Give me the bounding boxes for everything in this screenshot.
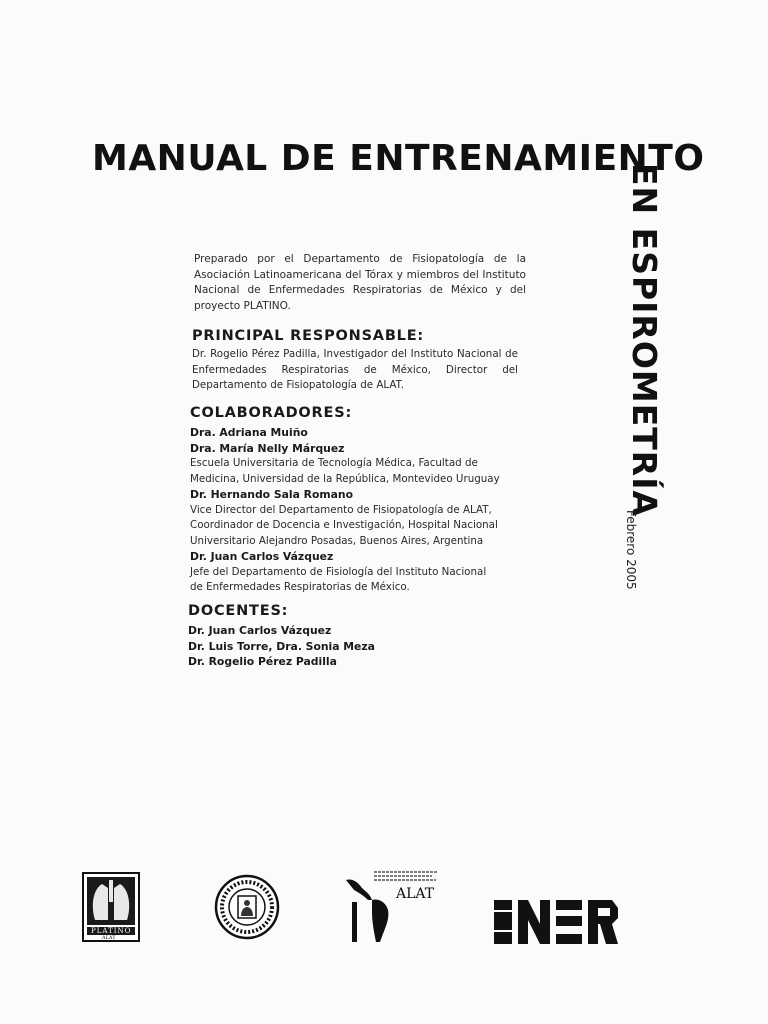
collaborator-affiliation: Escuela Universitaria de Tecnología Médica, Facultad de xyxy=(190,457,478,469)
intro-paragraph: Preparado por el Departamento de Fisiopatología de la Asociación Latinoamericana del Tórax y miembros del Instituto Nacional de Enfermedades Respiratorias de México y del proyecto PLATINO. xyxy=(194,253,526,312)
docente-name: Dr. Juan Carlos Vázquez xyxy=(188,624,332,637)
collaborator-name: Dra. María Nelly Márquez xyxy=(190,441,345,455)
iner-logo xyxy=(492,896,620,948)
collaborator-name: Dra. Adriana Muiño xyxy=(190,426,308,439)
platino-logo-text: PLATINO xyxy=(91,927,132,935)
alat-logo-text: ALAT xyxy=(396,886,435,902)
seal-icon xyxy=(214,872,280,942)
docente-name: Dr. Rogelio Pérez Padilla xyxy=(188,655,337,668)
collaborator-affiliation: Coordinador de Docencia e Investigación, Hospital Nacional xyxy=(190,519,498,531)
principal-heading: PRINCIPAL RESPONSABLE: xyxy=(192,328,425,344)
iner-wordmark-icon xyxy=(492,896,620,948)
platino-logo xyxy=(82,872,140,942)
collaborator-name: Dr. Hernando Sala Romano xyxy=(190,488,354,501)
docente-name: Dr. Luis Torre, Dra. Sonia Meza xyxy=(188,639,375,653)
platino-logo-subtext: ALAT xyxy=(102,935,116,941)
principal-text: Dr. Rogelio Pérez Padilla, Investigador del Instituto Nacional de Enfermedades Respiratorias de México, Director del Departamento de Fisiopatología de ALAT. xyxy=(192,348,518,391)
docentes-heading: DOCENTES: xyxy=(188,603,289,619)
collaborator-affiliation: Universitario Alejandro Posadas, Buenos Aires, Argentina xyxy=(190,534,484,547)
alat-logo xyxy=(342,870,454,944)
vertical-subtitle: EN ESPIROMETRÍA xyxy=(625,163,664,518)
collaborator-name: Dr. Juan Carlos Vázquez xyxy=(190,550,334,563)
collaborator-affiliation: Vice Director del Departamento de Fisiopatología de ALAT, xyxy=(190,503,492,516)
collaborator-affiliation: Jefe del Departamento de Fisiología del Instituto Nacional xyxy=(190,565,487,578)
institutional-seal-logo xyxy=(214,872,280,942)
publication-date: Febrero 2005 xyxy=(624,510,638,590)
collaborator-affiliation: de Enfermedades Respiratorias de México. xyxy=(190,581,410,593)
collaborator-affiliation: Medicina, Universidad de la República, Montevideo Uruguay xyxy=(190,472,500,485)
docentes-list xyxy=(188,623,518,670)
document-title: MANUAL DE ENTRENAMIENTO xyxy=(92,138,705,179)
colaboradores-heading: COLABORADORES: xyxy=(190,405,353,421)
americas-map-icon xyxy=(342,870,454,944)
colaboradores-list xyxy=(190,425,520,596)
